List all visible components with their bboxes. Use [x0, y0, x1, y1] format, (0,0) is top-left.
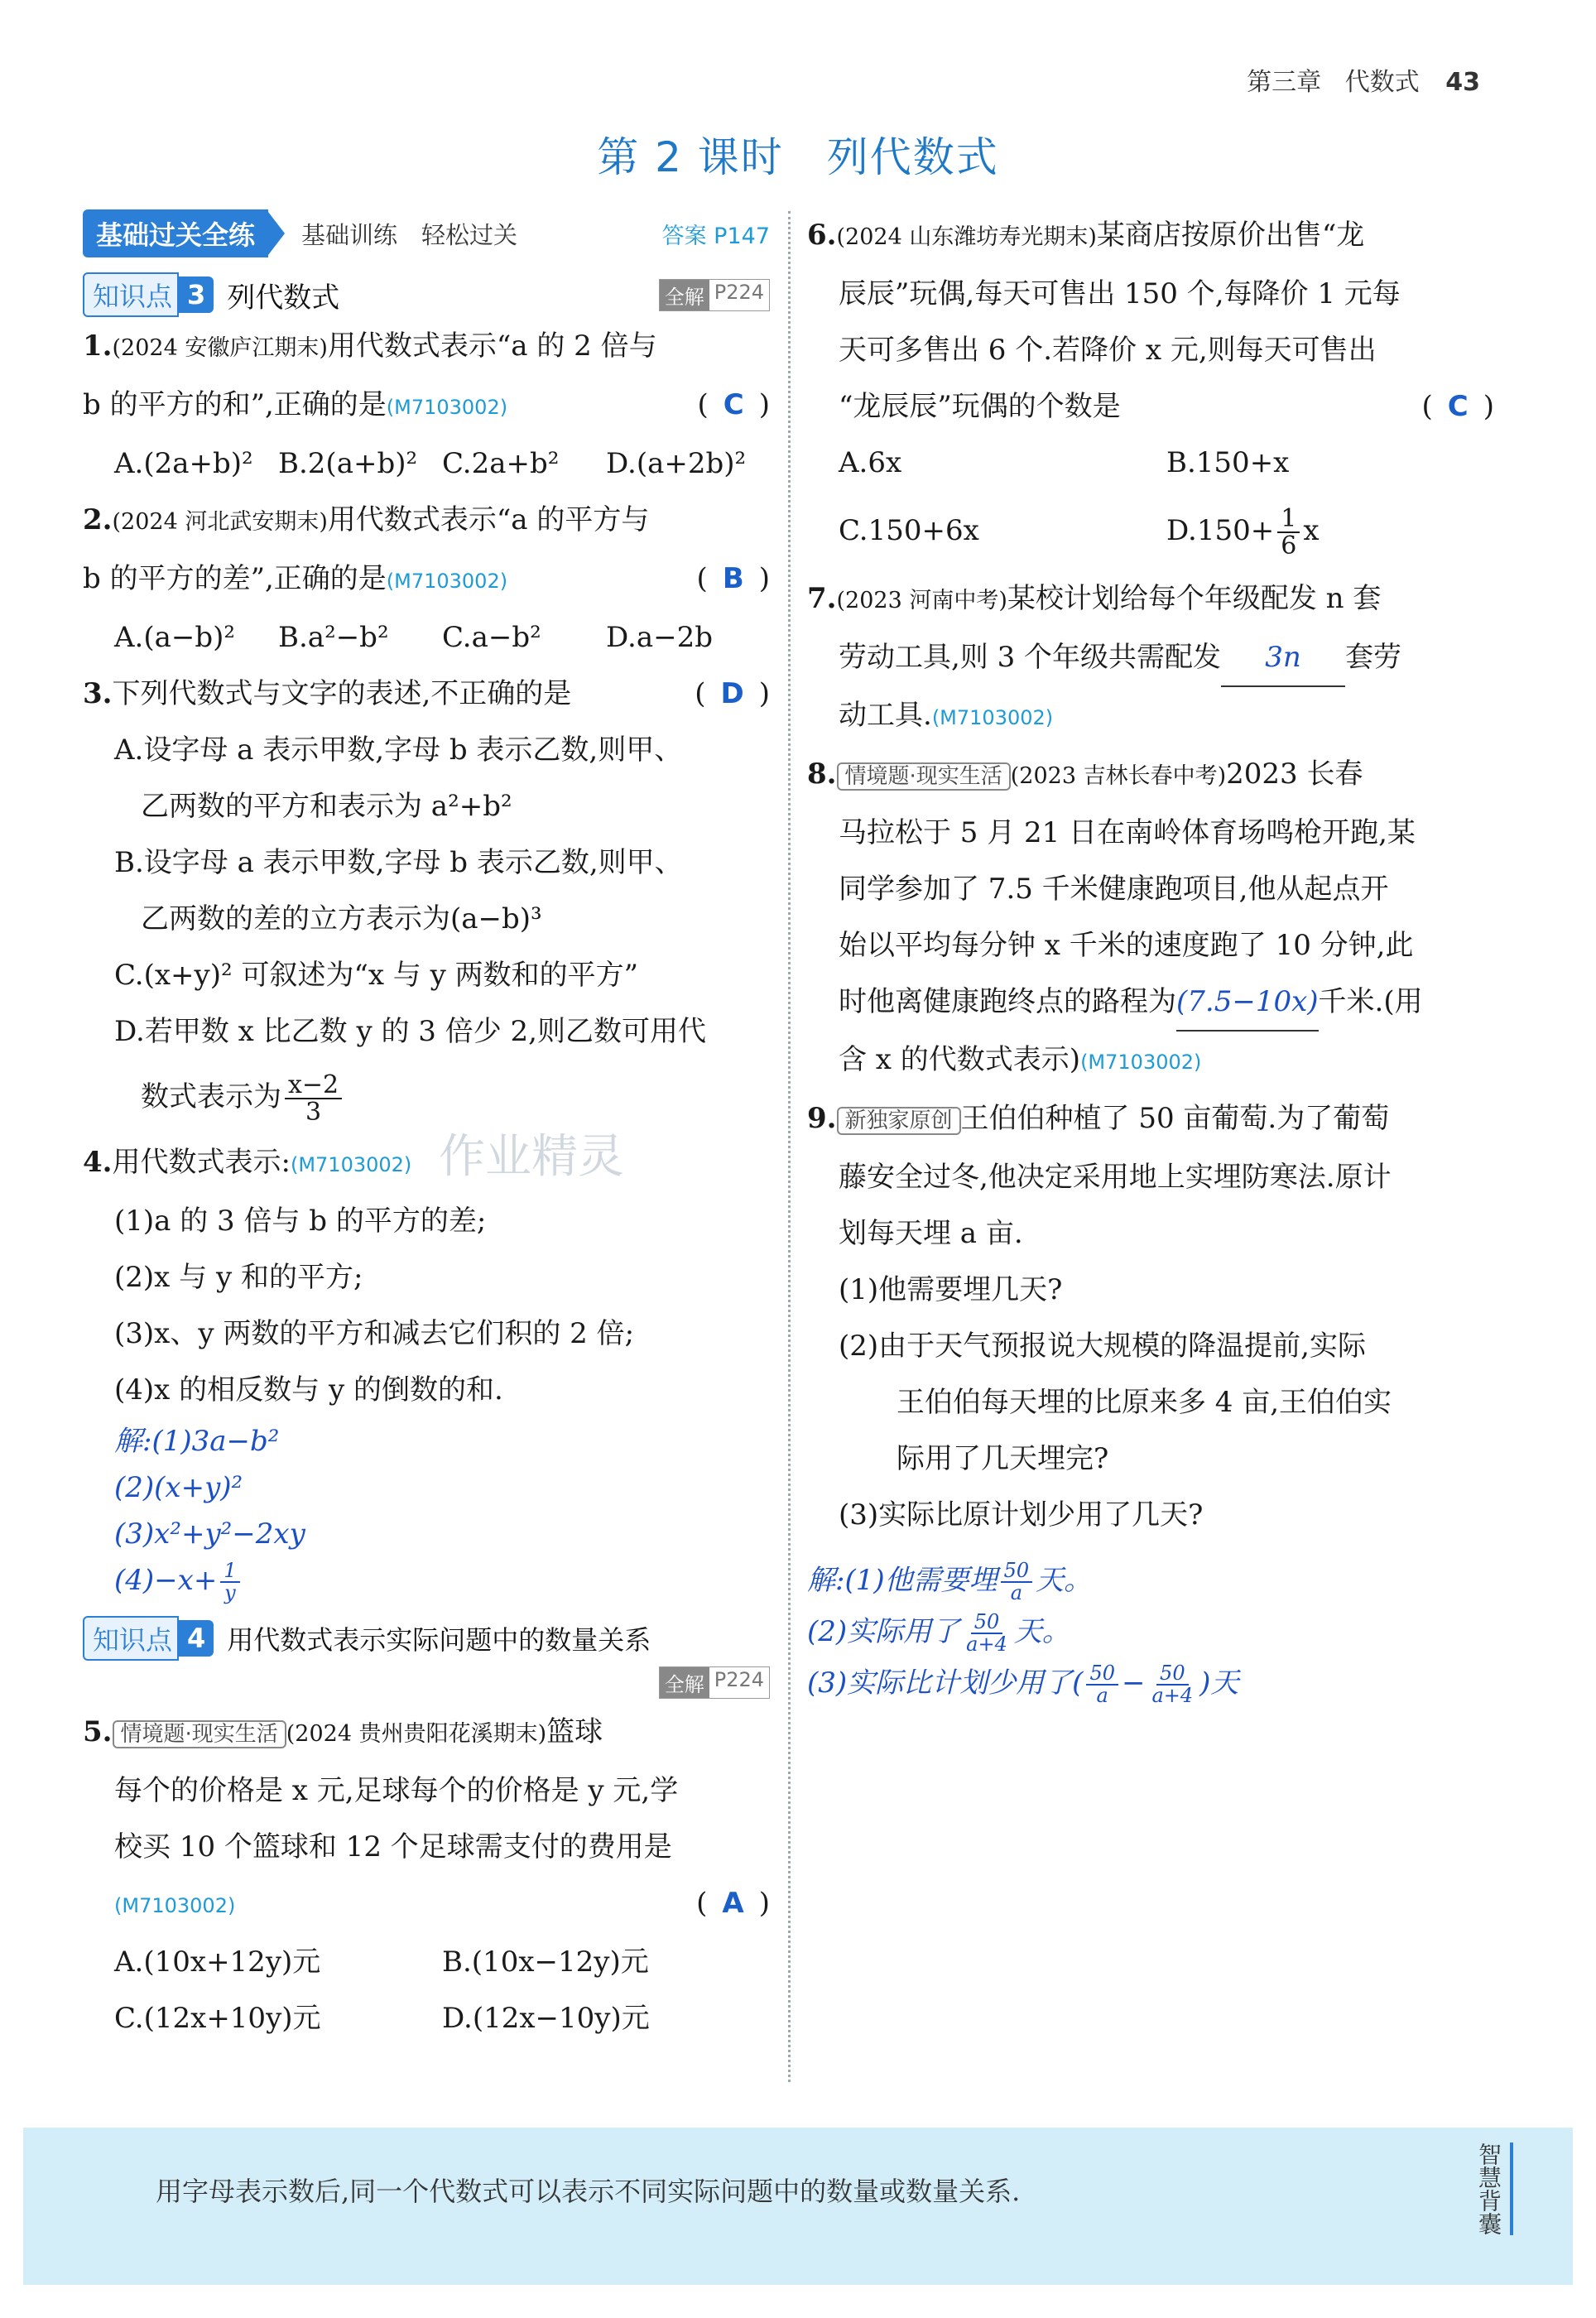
- kp-label: 知识点: [83, 1616, 179, 1661]
- question-9: [807, 1090, 1494, 1709]
- option: D.a−2b: [606, 621, 714, 654]
- option-b: B.设字母 a 表示甲数,字母 b 表示乙数,则甲、: [114, 846, 683, 879]
- scenario-tag: 情境题·现实生活: [837, 762, 1011, 791]
- question-text: 划每天埋 a 亩.: [839, 1217, 1023, 1250]
- original-tag: 新独家原创: [837, 1107, 961, 1135]
- chapter-label: 第三章: [1247, 68, 1322, 97]
- option-a: A.设字母 a 表示甲数,字母 b 表示乙数,则甲、: [114, 733, 683, 767]
- band-subtitle: 基础训练 轻松过关: [301, 220, 518, 249]
- question-source: (2023 吉林长春中考): [1010, 763, 1227, 789]
- answer-bracket: ( A ): [696, 1887, 770, 1921]
- options: [83, 1990, 770, 2046]
- question-text: “龙辰辰”玩偶的个数是: [839, 390, 1121, 423]
- sub-question: (3)实际比原计划少用了几天?: [839, 1498, 1204, 1532]
- sub-question-cont: 王伯伯每天埋的比原来多 4 亩,王伯伯实: [897, 1386, 1392, 1419]
- question-text: 马拉松于 5 月 21 日在南岭体育场鸣枪开跑,某: [839, 816, 1416, 849]
- solution-badge-row: [83, 1666, 770, 1699]
- solution-text: )天: [1199, 1666, 1239, 1700]
- kp-label: 知识点: [83, 272, 179, 317]
- question-text: 套劳: [1345, 641, 1402, 674]
- knowledge-point-4: [83, 1615, 770, 1662]
- fraction-denominator: a: [1096, 1684, 1108, 1707]
- question-text: 藤安全过冬,他决定采用地上实埋防寒法.原计: [839, 1161, 1392, 1194]
- question-text: 辰辰”玩偶,每天可售出 150 个,每降价 1 元每: [839, 277, 1401, 310]
- question-code: (M7103002): [114, 1894, 236, 1918]
- question-1: [83, 318, 770, 492]
- kp-number: 4: [179, 1620, 214, 1657]
- answer-letter: C: [1447, 390, 1469, 423]
- badge-label: 全解: [660, 280, 709, 310]
- question-text: b 的平方的差”,正确的是: [83, 562, 387, 595]
- question-number: 2.: [83, 503, 113, 536]
- option: B.(10x−12y)元: [442, 1945, 649, 1979]
- answer-letter: C: [723, 388, 744, 421]
- question-7: [807, 570, 1494, 746]
- fraction-numerator: 50: [1086, 1663, 1118, 1686]
- solution-text: 解:(1)他需要埋: [807, 1564, 997, 1597]
- question-code: (M7103002): [386, 396, 508, 419]
- option-d-cont: [83, 1060, 770, 1134]
- question-source: (2024 安徽庐江期末): [112, 335, 328, 361]
- option-a-cont: 乙两数的平方和表示为 a²+b²: [141, 790, 512, 823]
- sub-question: (3)x、y 两数的平方和减去它们积的 2 倍;: [114, 1317, 635, 1350]
- question-text: 每个的价格是 x 元,足球每个的价格是 y 元,学: [114, 1774, 679, 1808]
- fraction: [963, 1609, 1011, 1656]
- fraction-denominator: y: [224, 1581, 236, 1604]
- solution-line: [807, 1606, 1494, 1657]
- question-text: 某校计划给每个年级配发 n 套: [1007, 582, 1382, 615]
- question-text: 用代数式表示“a 的 2 倍与: [327, 329, 657, 363]
- question-code: (M7103002): [931, 706, 1054, 729]
- fraction-numerator: 50: [1001, 1561, 1033, 1583]
- fraction-numerator: x−2: [285, 1072, 342, 1100]
- options: [83, 609, 770, 666]
- options: [83, 1934, 770, 1990]
- option: A.(a−b)²: [114, 621, 236, 654]
- question-text: b 的平方的和”,正确的是: [83, 388, 387, 421]
- fraction: [1277, 503, 1300, 560]
- left-column: [83, 207, 770, 2046]
- question-text: 下列代数式与文字的表述,不正确的是: [112, 677, 572, 710]
- option: A.(10x+12y)元: [114, 1945, 321, 1979]
- question-text: 天可多售出 6 个.若降价 x 元,则每天可售出: [839, 334, 1377, 367]
- question-source: (2024 山东潍坊寿光期末): [836, 224, 1097, 250]
- sub-question: (2)由于天气预报说大规模的降温提前,实际: [839, 1330, 1366, 1363]
- option: C.150+6x: [839, 514, 979, 547]
- question-text: 篮球: [546, 1715, 603, 1749]
- knowledge-point-3: [83, 272, 770, 318]
- question-source: (2024 贵州贵阳花溪期末): [286, 1721, 547, 1748]
- option-c: C.(x+y)² 可叙述为“x 与 y 两数和的平方”: [114, 959, 639, 992]
- answer-letter: D: [720, 677, 744, 710]
- answer-blank: 3n: [1221, 629, 1345, 687]
- option-b-cont: 乙两数的差的立方表示为(a−b)³: [141, 902, 542, 935]
- fraction-numerator: 1: [220, 1561, 239, 1583]
- option: C.2a+b²: [442, 447, 560, 480]
- sub-question: (2)x 与 y 和的平方;: [114, 1261, 363, 1294]
- fraction-denominator: a+4: [1151, 1684, 1194, 1707]
- solution-line: 解:(1)3a−b²: [114, 1425, 280, 1458]
- question-number: 5.: [83, 1715, 113, 1749]
- question-code: (M7103002): [290, 1153, 412, 1176]
- question-text: 用代数式表示:: [112, 1146, 291, 1179]
- option-d: D.若甲数 x 比乙数 y 的 3 倍少 2,则乙数可用代: [114, 1015, 706, 1048]
- page-title: 第 2 课时 列代数式: [597, 133, 999, 181]
- question-4: [83, 1130, 770, 1604]
- badge-page: P224: [714, 1668, 764, 1692]
- solution-line: [807, 1555, 1494, 1606]
- option: C.a−b²: [442, 621, 541, 654]
- question-5: [83, 1704, 770, 2046]
- option: B.a²−b²: [278, 621, 389, 654]
- question-text: 校买 10 个篮球和 12 个足球需支付的费用是: [114, 1830, 672, 1864]
- question-code: (M7103002): [386, 570, 508, 593]
- fraction-numerator: 1: [1277, 506, 1300, 534]
- section-label: 代数式: [1344, 68, 1420, 97]
- tip-footer: [23, 2128, 1573, 2285]
- fraction: [1001, 1558, 1033, 1604]
- question-number: 6.: [807, 219, 837, 252]
- fraction: [1086, 1663, 1118, 1706]
- page-number: 43: [1445, 68, 1480, 97]
- answer-letter: B: [722, 562, 744, 595]
- option: A.(2a+b)²: [114, 447, 253, 480]
- solution-badge: [659, 279, 770, 311]
- answer-bracket: ( C ): [1421, 390, 1494, 423]
- side-label: 智慧背囊: [1472, 2142, 1513, 2235]
- solution-line: (2)(x+y)²: [114, 1471, 243, 1504]
- sub-question: (4)x 的相反数与 y 的倒数的和.: [114, 1373, 503, 1407]
- solution-text: (3)实际比计划少用了(: [807, 1666, 1084, 1700]
- question-text: 动工具.: [839, 699, 932, 732]
- question-text: 劳动工具,则 3 个年级共需配发: [839, 641, 1222, 674]
- question-number: 1.: [83, 329, 113, 363]
- fraction: [1148, 1663, 1196, 1706]
- question-text: 同学参加了 7.5 千米健康跑项目,他从起点开: [839, 873, 1389, 906]
- option: B.2(a+b)²: [278, 447, 418, 480]
- answer-blank: (7.5−10x): [1176, 974, 1319, 1032]
- options: [807, 491, 1494, 570]
- question-text: 用代数式表示“a 的平方与: [327, 503, 650, 536]
- handwritten-solution: [83, 1418, 770, 1604]
- option-text: D.150+: [1166, 514, 1275, 547]
- fraction-numerator: 50: [971, 1612, 1003, 1634]
- solution-text: (4)−x+: [114, 1564, 218, 1597]
- sub-question-cont: 际用了几天埋完?: [897, 1442, 1109, 1475]
- answer-bracket: ( D ): [695, 677, 770, 710]
- option: D.(12x−10y)元: [442, 2002, 650, 2036]
- question-number: 3.: [83, 677, 113, 710]
- option: [1166, 491, 1494, 570]
- kp-number: 3: [179, 277, 214, 313]
- fraction-denominator: 3: [305, 1098, 322, 1127]
- sub-question: (1)a 的 3 倍与 b 的平方的差;: [114, 1205, 487, 1238]
- option-text: x: [1303, 514, 1320, 547]
- question-8: [807, 746, 1494, 1090]
- fraction-numerator: 50: [1156, 1663, 1189, 1686]
- option: D.(a+2b)²: [606, 447, 747, 480]
- solution-text: 天。: [1013, 1615, 1070, 1648]
- solution-text: −: [1121, 1666, 1146, 1700]
- options: [807, 435, 1494, 491]
- question-number: 7.: [807, 582, 837, 615]
- section-band: [83, 207, 770, 260]
- tip-text: 用字母表示数后,同一个代数式可以表示不同实际问题中的数量或数量关系.: [156, 2176, 1021, 2207]
- sub-question: (1)他需要埋几天?: [839, 1273, 1063, 1306]
- solution-line: (3)x²+y²−2xy: [114, 1517, 305, 1551]
- options: [83, 435, 770, 492]
- badge-label: 全解: [660, 1667, 709, 1698]
- solution-text: 天。: [1036, 1564, 1093, 1597]
- question-number: 9.: [807, 1102, 837, 1135]
- answer-reference: 答案 P147: [661, 223, 770, 249]
- question-text: 某商店按原价出售“龙: [1096, 219, 1365, 252]
- fraction-denominator: a+4: [966, 1633, 1007, 1656]
- answer-bracket: ( B ): [696, 562, 770, 595]
- question-source: (2023 河南中考): [836, 588, 1007, 613]
- question-text: 时他离健康跑终点的路程为: [839, 985, 1176, 1018]
- fraction: [220, 1558, 239, 1604]
- question-code: (M7103002): [1080, 1051, 1202, 1074]
- question-text: 始以平均每分钟 x 千米的速度跑了 10 分钟,此: [839, 929, 1414, 962]
- scenario-tag: 情境题·现实生活: [113, 1720, 286, 1748]
- question-number: 8.: [807, 757, 837, 791]
- page-header: [1247, 61, 1480, 98]
- question-number: 4.: [83, 1146, 113, 1179]
- question-2: [83, 492, 770, 666]
- question-text: 王伯伯种植了 50 亩葡萄.为了葡萄: [960, 1102, 1390, 1135]
- kp-title: 列代数式: [227, 281, 340, 315]
- option: B.150+x: [1166, 446, 1290, 479]
- band-arrow-icon: [268, 212, 285, 255]
- answer-bracket: ( C ): [697, 388, 770, 421]
- kp-title: 用代数式表示实际问题中的数量关系: [227, 1624, 651, 1657]
- question-3: [83, 666, 770, 1134]
- handwritten-solution: [807, 1555, 1494, 1709]
- option: C.(12x+10y)元: [114, 2002, 321, 2036]
- fraction: [285, 1072, 342, 1126]
- fraction-denominator: 6: [1281, 531, 1297, 560]
- answer-letter: A: [722, 1887, 744, 1921]
- solution-text: (2)实际用了: [807, 1615, 960, 1648]
- solution-line: [807, 1657, 1494, 1709]
- question-text: 千米.(用: [1318, 985, 1423, 1018]
- watermark: 作业精灵: [439, 1130, 624, 1184]
- right-column: [807, 207, 1494, 1709]
- question-text: 含 x 的代数式表示): [839, 1043, 1081, 1076]
- fraction-denominator: a: [1010, 1581, 1023, 1604]
- solution-badge: [659, 1666, 770, 1699]
- question-text: 2023 长春: [1226, 757, 1363, 791]
- band-tag: 基础过关全练: [83, 209, 268, 257]
- option-d-text: 数式表示为: [141, 1080, 281, 1113]
- column-divider: [788, 211, 791, 2082]
- solution-line: [114, 1557, 770, 1604]
- badge-page: P224: [714, 280, 764, 304]
- question-source: (2024 河北武安期末): [112, 509, 328, 535]
- question-6: [807, 207, 1494, 570]
- option: A.6x: [839, 446, 902, 479]
